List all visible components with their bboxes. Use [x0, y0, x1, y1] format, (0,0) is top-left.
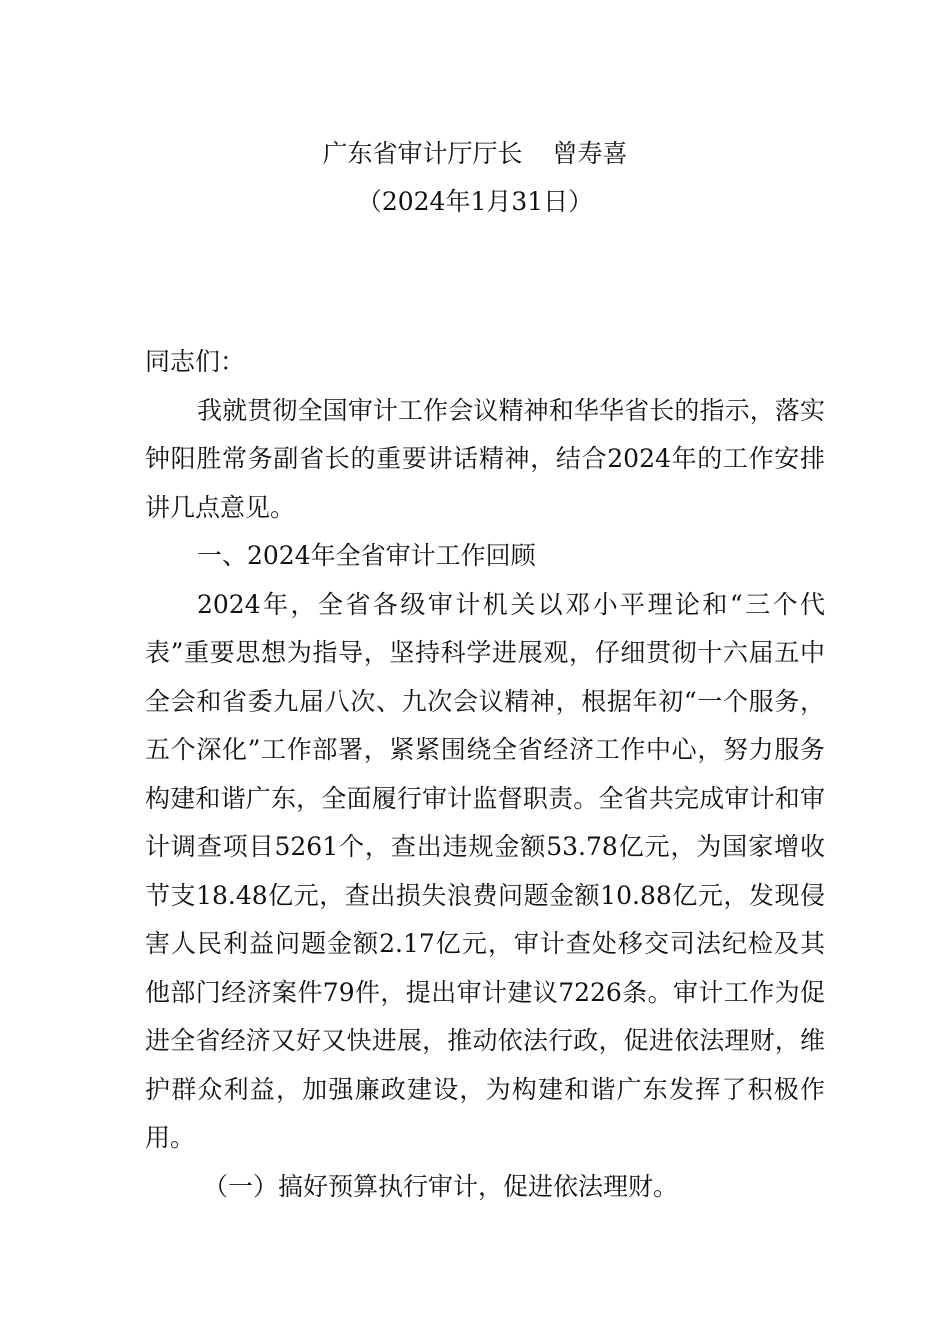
author-line: [0, 138, 950, 170]
speech-body: [145, 338, 825, 1211]
author-name: 曾寿喜: [552, 139, 628, 168]
section-heading: 一、2024年全省审计工作回顾: [197, 541, 536, 570]
review-paragraph: 2024年，全省各级审计机关以邓小平理论和“三个代表”重要思想为指导，坚持科学进展观，仔细贯彻十六届五中全会和省委九届八次、九次会议精神，根据年初“一个服务，五个深化”工作部署，紧紧围绕全省经济工作中心，努力服务构建和谐广东，全面履行审计监督职责。全省共完成审计和审计调查项目5261个，查出违规金额53.78亿元，为国家增收节支18.48亿元，查出损失浪费问题金额10.88亿元，发现侵害人民利益问题金额2.17亿元，审计查处移交司法纪检及其他部门经济案件79件，提出审计建议7226条。审计工作为促进全省经济又好又快进展，推动依法行政，促进依法理财，维护群众利益，加强廉政建设，为构建和谐广东发挥了积极作用。: [145, 589, 825, 1152]
intro-paragraph: 我就贯彻全国审计工作会议精神和华华省长的指示，落实钟阳胜常务副省长的重要讲话精神，结合2024年的工作安排讲几点意见。: [145, 395, 825, 522]
speech-date: （2024年1月31日）: [356, 187, 594, 216]
salutation: 同志们：: [145, 347, 246, 376]
author-title: 广东省审计厅厅长: [322, 139, 523, 168]
subsection-heading: （一）搞好预算执行审计，促进依法理财。: [203, 1171, 679, 1201]
